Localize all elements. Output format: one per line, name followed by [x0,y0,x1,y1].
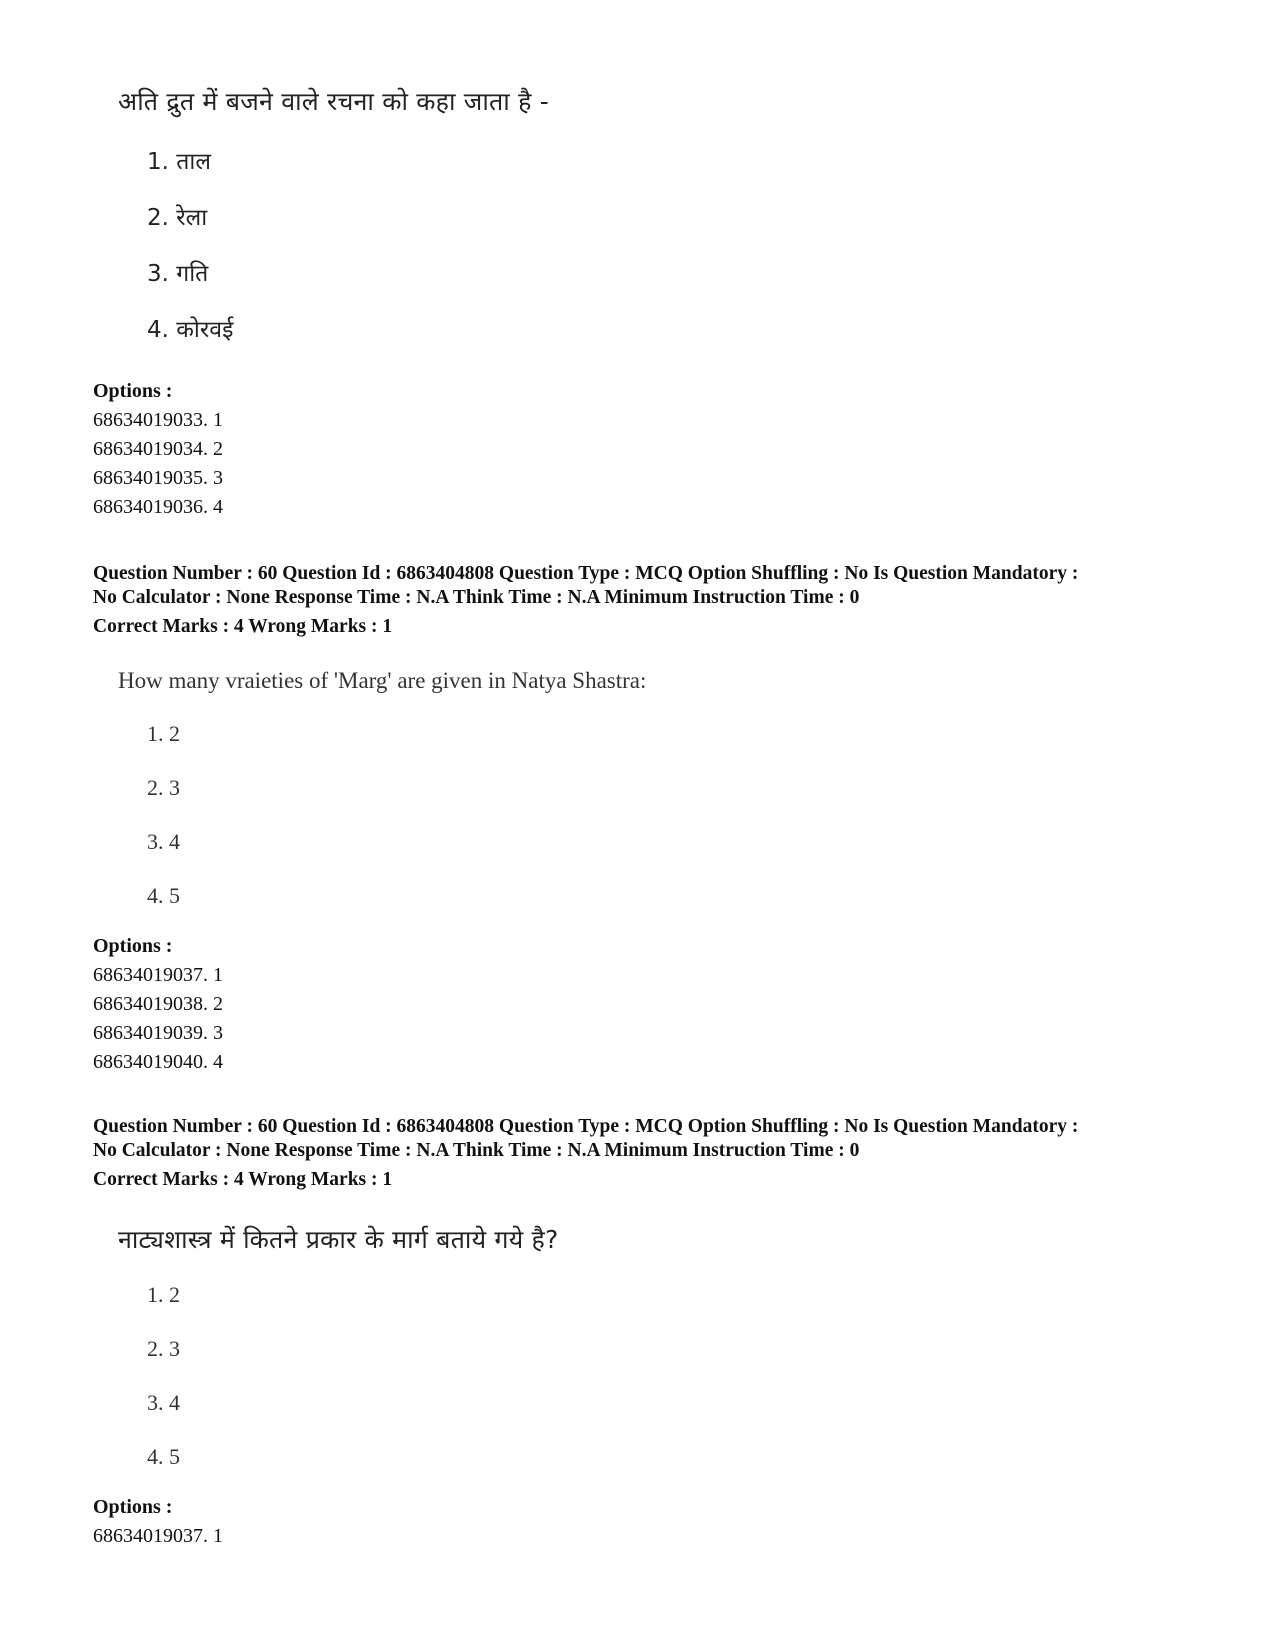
question-meta-line-2: No Calculator : None Response Time : N.A Think Time : N.A Minimum Instruction Time : 0 [93,1140,860,1161]
options-label: Options : [93,935,173,957]
choice-item: 3. 4 [147,829,180,854]
choice-item: 4. 5 [147,1444,180,1469]
options-label: Options : [93,1496,173,1518]
marks-line: Correct Marks : 4 Wrong Marks : 1 [93,1169,393,1190]
option-id-line: 68634019038. 2 [93,993,223,1015]
option-id-line: 68634019037. 1 [93,964,223,986]
choice-item: 2. रेला [147,205,208,231]
question-text: नाट्यशास्त्र में कितने प्रकार के मार्ग बताये गये है? [118,1225,559,1254]
option-id-line: 68634019033. 1 [93,409,223,431]
option-id-line: 68634019039. 3 [93,1022,223,1044]
choice-item: 1. 2 [147,721,180,746]
marks-line: Correct Marks : 4 Wrong Marks : 1 [93,616,393,637]
choice-item: 1. ताल [147,149,211,175]
question-meta-line-1: Question Number : 60 Question Id : 6863404808 Question Type : MCQ Option Shuffling : No Is Question Mandatory : [93,563,1079,584]
choice-item: 4. 5 [147,883,180,908]
question-meta-line-1: Question Number : 60 Question Id : 6863404808 Question Type : MCQ Option Shuffling : No Is Question Mandatory : [93,1116,1079,1137]
option-id-line: 68634019040. 4 [93,1051,223,1073]
option-id-line: 68634019037. 1 [93,1525,223,1547]
question-meta-line-2: No Calculator : None Response Time : N.A Think Time : N.A Minimum Instruction Time : 0 [93,587,860,608]
choice-item: 2. 3 [147,1336,180,1361]
choice-item: 1. 2 [147,1282,180,1307]
choice-item: 2. 3 [147,775,180,800]
question-text: अति द्रुत में बजने वाले रचना को कहा जाता है - [118,87,549,116]
options-label: Options : [93,380,173,402]
choice-item: 3. 4 [147,1390,180,1415]
option-id-line: 68634019036. 4 [93,496,223,518]
choice-item: 3. गति [147,261,209,287]
option-id-line: 68634019034. 2 [93,438,223,460]
choice-item: 4. कोरवई [147,317,234,343]
option-id-line: 68634019035. 3 [93,467,223,489]
question-text: How many vraieties of 'Marg' are given in Natya Shastra: [118,668,647,693]
